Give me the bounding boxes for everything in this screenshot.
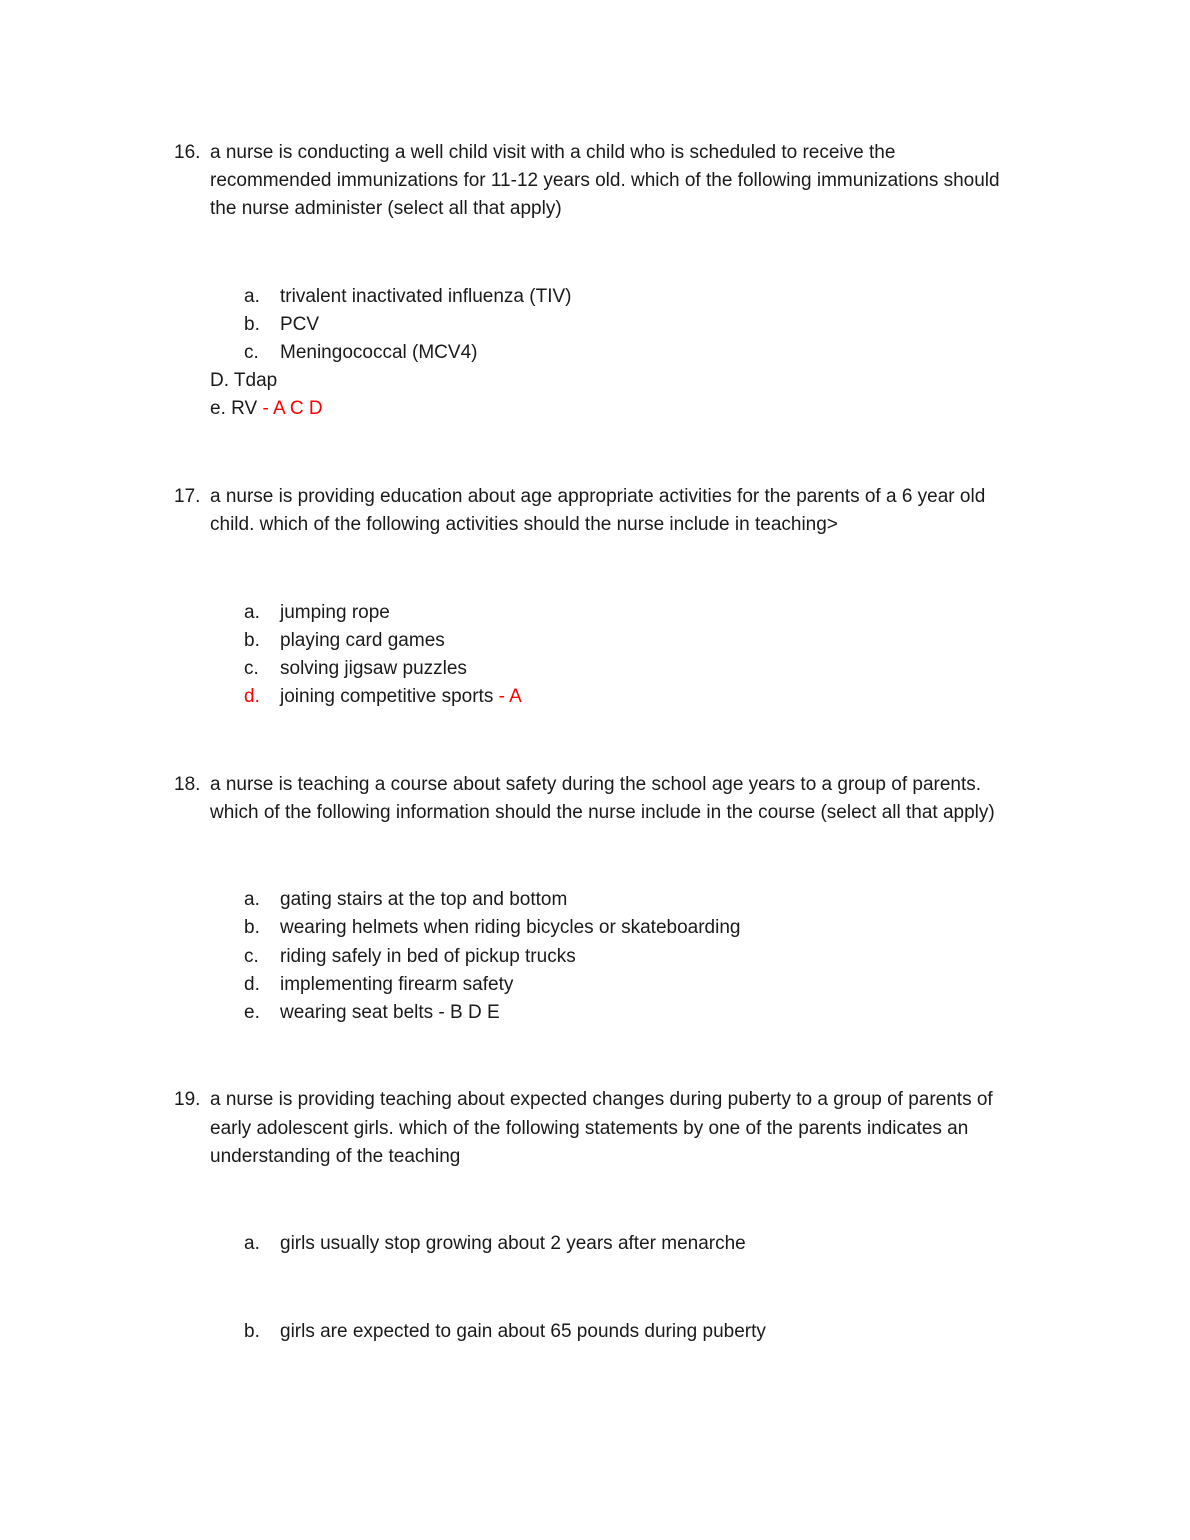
question-text-line: understanding of the teaching xyxy=(210,1146,461,1167)
question-text-line: a nurse is conducting a well child visit with a child who is scheduled to receive the xyxy=(210,142,896,163)
option-letter: a. xyxy=(244,286,260,307)
option-text: gating stairs at the top and bottom xyxy=(280,889,568,910)
question-text-line: a nurse is providing teaching about expected changes during puberty to a group of parents of xyxy=(210,1089,993,1110)
question-number: 19. xyxy=(174,1089,201,1110)
option-text: trivalent inactivated influenza (TIV) xyxy=(280,286,572,307)
option-item xyxy=(0,683,1190,711)
question-text-line: a nurse is providing education about age appropriate activities for the parents of a 6 year old xyxy=(210,486,986,507)
option-text: Meningococcal (MCV4) xyxy=(280,342,478,363)
option-text: PCV xyxy=(280,314,320,335)
question-number: 17. xyxy=(174,486,201,507)
option-item xyxy=(0,1230,1190,1258)
option-letter: d. xyxy=(244,974,260,995)
option-letter: e. xyxy=(244,1002,260,1023)
option-text: wearing helmets when riding bicycles or skateboarding xyxy=(280,917,741,938)
option-item xyxy=(0,283,1190,311)
option-text: joining competitive sports xyxy=(280,686,494,707)
option-text: implementing firearm safety xyxy=(280,974,514,995)
option-item xyxy=(0,311,1190,339)
question-text-line: a nurse is teaching a course about safety during the school age years to a group of parents. xyxy=(210,774,982,795)
question-text-line: child. which of the following activities should the nurse include in teaching> xyxy=(210,514,838,535)
option-item-unlisted: D. Tdap xyxy=(210,370,278,391)
option-item xyxy=(0,886,1190,914)
option-letter: b. xyxy=(244,314,260,335)
option-letter: b. xyxy=(244,1321,260,1342)
question-number: 16. xyxy=(174,142,201,163)
question-number: 18. xyxy=(174,774,201,795)
question-text-line: which of the following information should the nurse include in the course (select all that apply) xyxy=(210,802,995,823)
answer-key: - A C D xyxy=(257,398,323,419)
option-item xyxy=(0,655,1190,683)
option-text: e. RV xyxy=(210,398,258,419)
question-text-line: early adolescent girls. which of the following statements by one of the parents indicates an xyxy=(210,1118,969,1139)
option-letter: d. xyxy=(244,686,260,707)
option-item xyxy=(0,599,1190,627)
option-text: riding safely in bed of pickup trucks xyxy=(280,946,576,967)
question-text-line: the nurse administer (select all that apply) xyxy=(210,198,562,219)
option-text: wearing seat belts - B D E xyxy=(280,1002,500,1023)
option-item xyxy=(0,971,1190,999)
option-item xyxy=(0,943,1190,971)
option-letter: b. xyxy=(244,917,260,938)
option-item xyxy=(0,1318,1190,1346)
option-letter: c. xyxy=(244,342,259,363)
option-letter: a. xyxy=(244,602,260,623)
option-text: playing card games xyxy=(280,630,445,651)
option-item xyxy=(0,627,1190,655)
option-letter: c. xyxy=(244,658,259,679)
option-letter: a. xyxy=(244,1233,260,1254)
option-item xyxy=(0,999,1190,1027)
option-item xyxy=(0,914,1190,942)
option-text: girls usually stop growing about 2 years after menarche xyxy=(280,1233,746,1254)
option-letter: a. xyxy=(244,889,260,910)
option-text: jumping rope xyxy=(280,602,390,623)
question-text-line: recommended immunizations for 11-12 years old. which of the following immunizations should xyxy=(210,170,1000,191)
option-item xyxy=(0,339,1190,367)
answer-key: - A xyxy=(493,686,522,707)
option-letter: b. xyxy=(244,630,260,651)
option-letter: c. xyxy=(244,946,259,967)
option-text: solving jigsaw puzzles xyxy=(280,658,467,679)
option-item-unlisted xyxy=(210,395,323,423)
option-text: girls are expected to gain about 65 pounds during puberty xyxy=(280,1321,766,1342)
option-text-wrapper xyxy=(280,683,522,711)
